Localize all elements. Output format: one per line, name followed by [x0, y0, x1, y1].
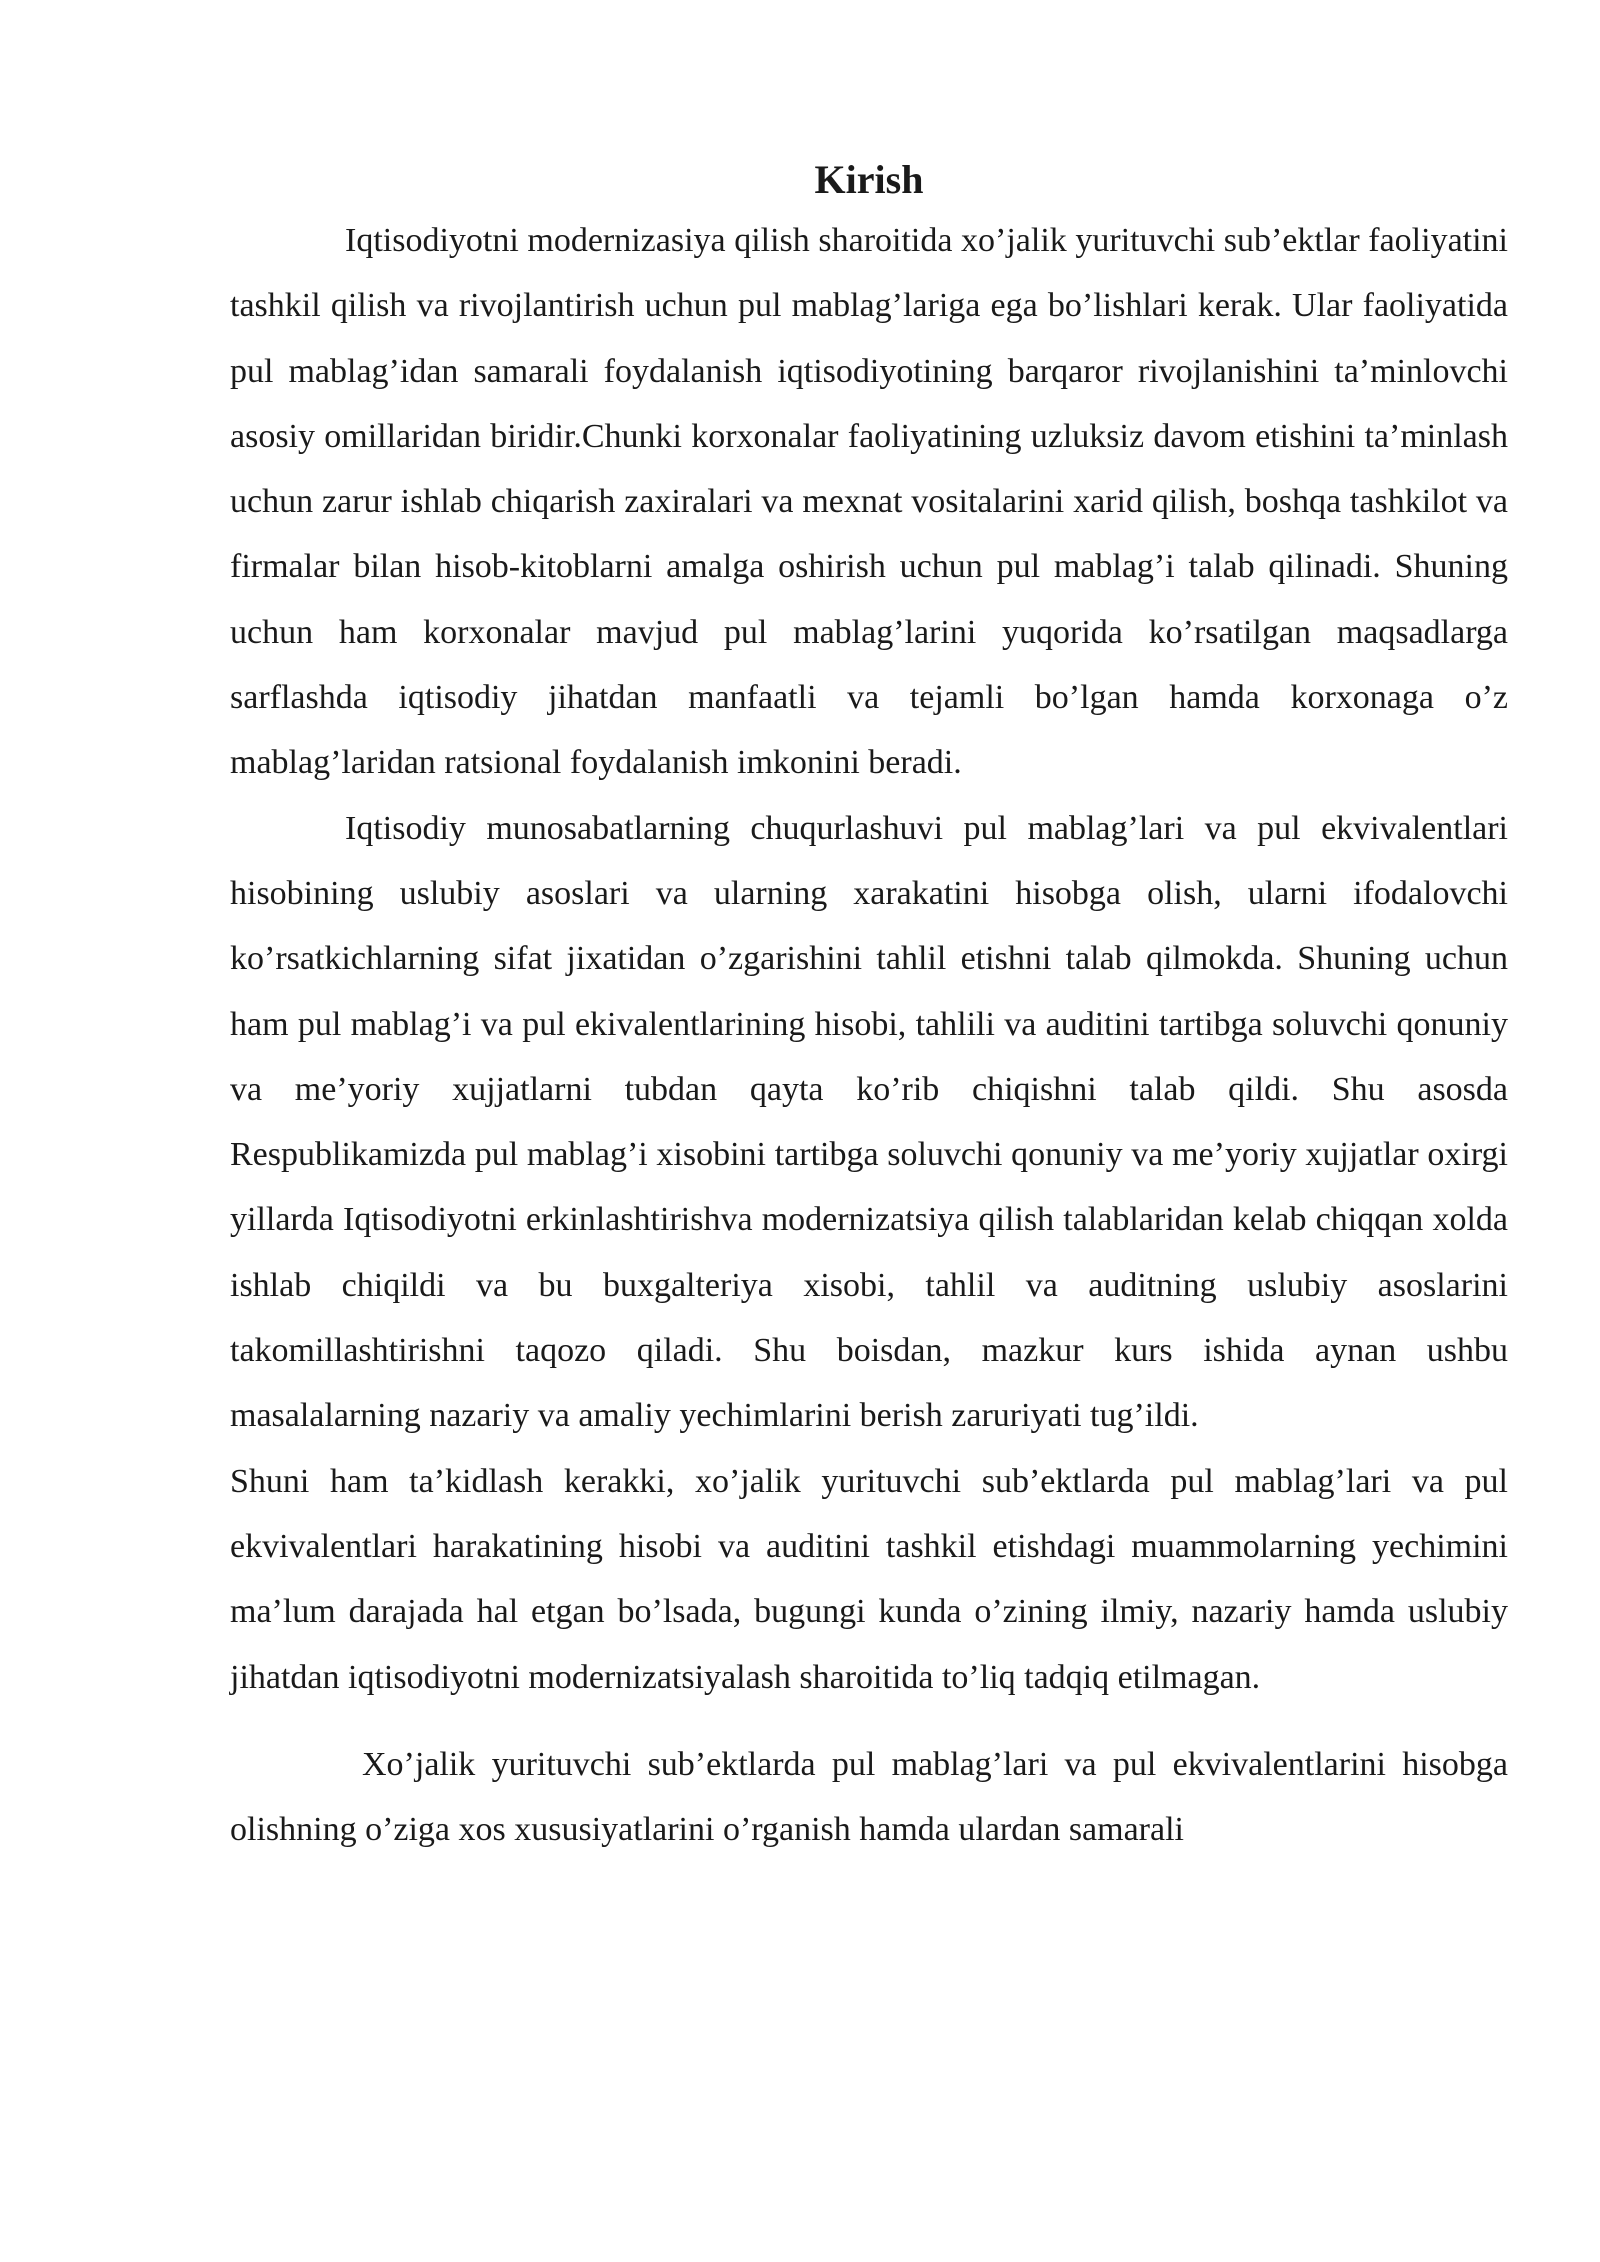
- paragraph-1: Iqtisodiyotni modernizasiya qilish sharoitida xo’jalik yurituvchi sub’ektlar faoliyatini tashkil qilish va rivojlantirish uchun pul mablag’lariga ega bo’lishlari kerak. Ular faoliyatida pul mablag’idan samarali foydalanish iqtisodiyotining barqaror rivojlanishini ta’minlovchi asosiy omillaridan biridir.Chunki korxonalar faoliyatining uzluksiz davom etishini ta’minlash uchun zarur ishlab chiqarish zaxiralari va mexnat vositalarini xarid qilish, boshqa tashkilot va firmalar bilan hisob-kitoblarni amalga oshirish uchun pul mablag’i talab qilinadi. Shuning uchun ham korxonalar mavjud pul mablag’larini yuqorida ko’rsatilgan maqsadlarga sarflashda iqtisodiy jihatdan manfaatli va tejamli bo’lgan hamda korxonaga o’z mablag’laridan ratsional foydalanish imkonini beradi.: [230, 222, 1508, 782]
- document-body: [230, 152, 1508, 1862]
- paragraph-3: Shuni ham ta’kidlash kerakki, xo’jalik yurituvchi sub’ektlarda pul mablag’lari va pul ekvivalentlari harakatining hisobi va auditini tashkil etishdagi muammolarning yechimini ma’lum darajada hal etgan bo’lsada, bugungi kunda o’zining ilmiy, nazariy hamda uslubiy jihatdan iqtisodiyotni modernizatsiyalash sharoitida to’liq tadqiq etilmagan.: [230, 1462, 1508, 1696]
- paragraph-4: Xo’jalik yurituvchi sub’ektlarda pul mablag’lari va pul ekvivalentlarini hisobga olishning o’ziga xos xususiyatlarini o’rganish hamda ulardan samarali: [230, 1745, 1508, 1849]
- page-title: Kirish: [814, 157, 924, 202]
- paragraph-2: Iqtisodiy munosabatlarning chuqurlashuvi pul mablag’lari va pul ekvivalentlari hisobining uslubiy asoslari va ularning xarakatini hisobga olish, ularni ifodalovchi ko’rsatkichlarning sifat jixatidan o’zgarishini tahlil etishni talab qilmokda. Shuning uchun ham pul mablag’i va pul ekivalentlarining hisobi, tahlili va auditini tartibga soluvchi qonuniy va me’yoriy xujjatlarni tubdan qayta ko’rib chiqishni talab qildi. Shu asosda Respublikamizda pul mablag’i xisobini tartibga soluvchi qonuniy va me’yoriy xujjatlar oxirgi yillarda Iqtisodiyotni erkinlashtirishva modernizatsiya qilish talablaridan kelab chiqqan xolda ishlab chiqildi va bu buxgalteriya xisobi, tahlil va auditning uslubiy asoslarini takomillashtirishni taqozo qiladi. Shu boisdan, mazkur kurs ishida aynan ushbu masalalarning nazariy va amaliy yechimlarini berish zaruriyati tug’ildi.: [230, 809, 1508, 1435]
